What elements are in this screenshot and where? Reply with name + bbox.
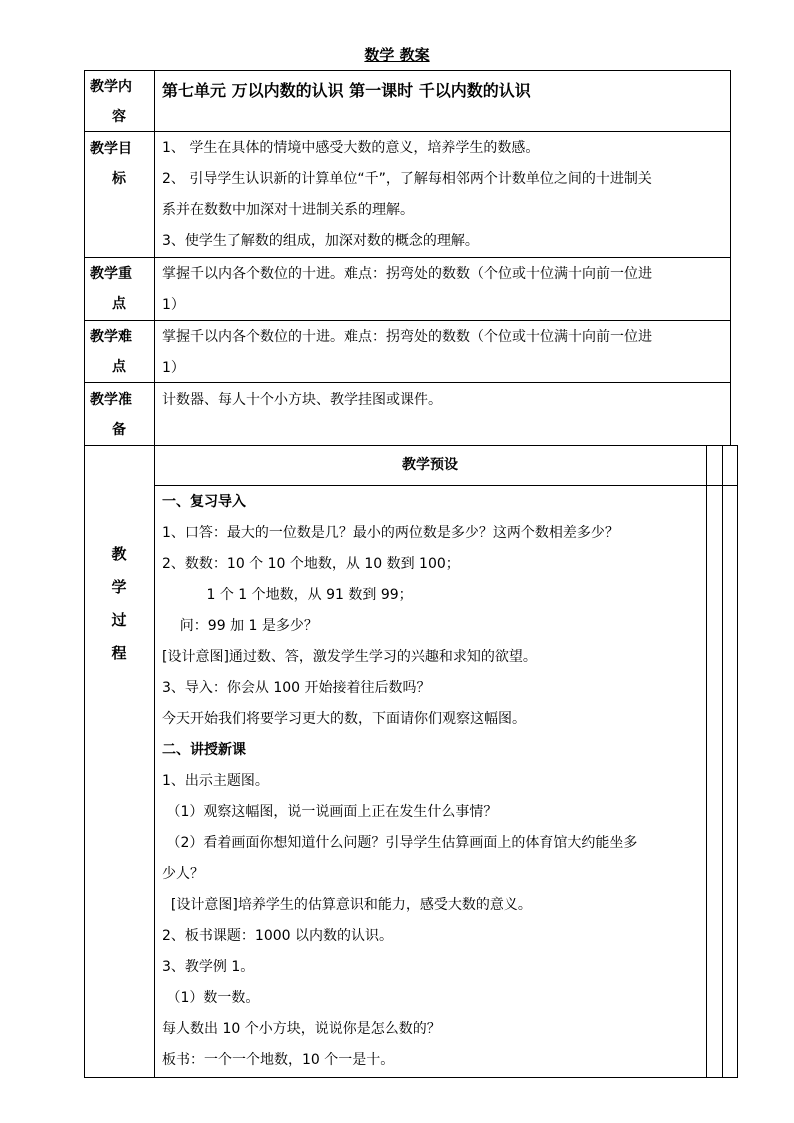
table-border-right xyxy=(730,70,731,446)
content-label: 教学内 容 xyxy=(90,79,132,125)
row-divider xyxy=(84,131,731,132)
label-column-divider xyxy=(154,70,155,1078)
side-column-divider xyxy=(722,445,723,1078)
key-points-label: 教学重 点 xyxy=(90,266,132,312)
document-title: 数学 教案 xyxy=(364,46,430,64)
process-label: 教 学 过 程 xyxy=(111,545,127,662)
table-border-top xyxy=(84,70,731,71)
row-divider xyxy=(84,445,738,446)
preset-header-divider xyxy=(154,485,738,486)
difficulties-label: 教学难 点 xyxy=(90,329,132,375)
difficulties-value: 掌握千以内各个数位的十进。难点：拐弯处的数数（个位或十位满十向前一位进 1） xyxy=(162,329,652,376)
lesson-plan-table xyxy=(84,70,731,1078)
table-border-right xyxy=(737,445,738,1078)
goals-value: 1、 学生在具体的情境中感受大数的意义，培养学生的数感。 2、 引导学生认识新的计算单位“千”，了解每相邻两个计数单位之间的十进制关 系并在数数中加深对十进制关系的理解。 3、使学生了解数的组成，加深对数的概念的理解。 xyxy=(162,140,652,249)
preset-header: 教学预设 xyxy=(402,457,458,473)
preparation-label: 教学准 备 xyxy=(90,392,132,438)
row-divider xyxy=(84,257,731,258)
table-border-bottom xyxy=(84,1077,738,1078)
content-value: 第七单元 万以内数的认识 第一课时 千以内数的认识 xyxy=(162,81,531,100)
goals-label: 教学目 标 xyxy=(90,141,132,187)
key-points-value: 掌握千以内各个数位的十进。难点：拐弯处的数数（个位或十位满十向前一位进 1） xyxy=(162,266,652,313)
side-column-divider xyxy=(706,445,707,1078)
preparation-value: 计数器、每人十个小方块、教学挂图或课件。 xyxy=(162,392,442,408)
process-content: 一、复习导入 1、口答：最大的一位数是几？最小的两位数是多少？这两个数相差多少？ 2、数数：10 个 10 个地数，从 10 数到 100； 1 个 1 个地数，从 91 数到 99； 问：99 加 1 是多少？ [设计意图]通过数、答，激发学生学习的兴趣和求知的欲望。 3、导入：你会从 100 开始接着往后数吗？ 今天开始我们将要学习更大的数，下面请你们观察这幅图。 二、讲授新课 1、出示主题图。 （1）观察这幅图，说一说画面上正在发生什么事情？ （2）看着画面你想知道什么问题？引导学生估算画面上的体育馆大约能坐多 少人？ [设计意图]培养学生的估算意识和能力，感受大数的意义。 2、板书课题：1000 以内数的认识。 3、教学例 1。 （1）数一数。 每人数出 10 个小方块，说说你是怎么数的？ 板书：一个一个地数，10 个一是十。 xyxy=(162,494,638,1068)
